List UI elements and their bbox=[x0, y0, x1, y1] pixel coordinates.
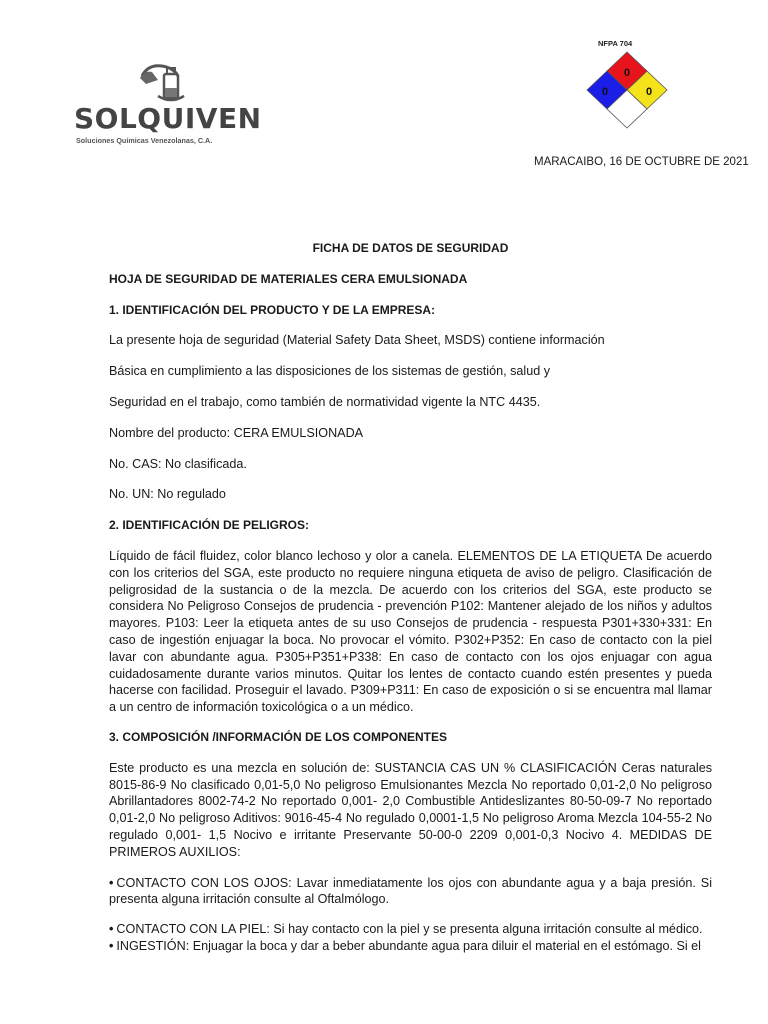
section-2-heading: 2. IDENTIFICACIÓN DE PELIGROS: bbox=[109, 518, 310, 533]
section-2-text: Líquido de fácil fluidez, color blanco lechoso y olor a canela. ELEMENTOS DE LA ETIQUETA De acuerdo con los criterios del SGA, este producto no requiere ninguna etiqueta de aviso de peligro. Clasificación de peligrosidad de la sustancia o de la mezcla. De acuerdo con los criterios del SGA, este producto se considera No Peligroso Consejos de prudencia - prevención P102: Mantener alejado de los niños y adultos mayores. P103: Leer la etiqueta antes de su uso Consejos de prudencia - respuesta P301+330+331: En caso de ingestión enjuagar la boca. No provocar el vómito. P302+P352: En caso de contacto con la piel lavar con abundante agua. P305+P351+P338: En caso de contacto con los ojos enjuagar con agua cuidadosamente durante varios minutos. Quitar los lentes de contacto cuando estén presentes y pueda hacerse con facilidad. Proseguir el lavado. P309+P311: En caso de exposición o si se encuentra mal llamar a un centro de información toxicológica o a un médico. bbox=[109, 548, 712, 715]
nfpa-health-value: 0 bbox=[601, 86, 609, 98]
section-3-heading: 3. COMPOSICIÓN /INFORMACIÓN DE LOS COMPONENTES bbox=[109, 729, 448, 744]
document-title: FICHA DE DATOS DE SEGURIDAD bbox=[312, 241, 509, 255]
cas-number: No. CAS: No clasificada. bbox=[109, 456, 247, 471]
chemist-hand-icon bbox=[134, 60, 194, 108]
nfpa-label: NFPA 704 bbox=[598, 39, 633, 48]
nfpa-reactivity-value: 0 bbox=[645, 86, 653, 98]
section-1-heading: 1. IDENTIFICACIÓN DEL PRODUCTO Y DE LA EMPRESA: bbox=[109, 302, 436, 317]
nfpa-diamond bbox=[584, 50, 670, 130]
section-1-line-3: Seguridad en el trabajo, como también de normatividad vigente la NTC 4435. bbox=[109, 394, 541, 409]
company-logo bbox=[74, 60, 264, 146]
document-subtitle: HOJA DE SEGURIDAD DE MATERIALES CERA EMULSIONADA bbox=[109, 271, 468, 286]
product-name: Nombre del producto: CERA EMULSIONADA bbox=[109, 425, 364, 440]
section-3-text: Este producto es una mezcla en solución de: SUSTANCIA CAS UN % CLASIFICACIÓN Ceras naturales 8015-86-9 No clasificado 0,01-5,0 No peligroso Emulsionantes Mezcla No reportado 0,01-2,0 No peligroso Abrillantadores 8002-74-2 No reportado 0,001- 2,0 Combustible Antideslizantes 80-50-09-7 No reportado 0,01-2,0 No peligroso Aditivos: 9016-45-4 No regulado 0,0001-1,5 No peligroso Aroma Mezcla 104-55-2 No regulado 0,001- 1,5 Nocivo e irritante Preservante 50-00-0 2209 0,001-0,3 Nocivo 4. MEDIDAS DE PRIMEROS AUXILIOS: bbox=[109, 760, 712, 859]
section-1-line-2: Básica en cumplimiento a las disposiciones de los sistemas de gestión, salud y bbox=[109, 364, 551, 379]
document-body bbox=[109, 240, 712, 955]
un-number: No. UN: No regulado bbox=[109, 487, 226, 502]
section-1-line-1: La presente hoja de seguridad (Material Safety Data Sheet, MSDS) contiene información bbox=[109, 333, 605, 348]
nfpa-flammability-value: 0 bbox=[623, 67, 631, 79]
document-date: MARACAIBO, 16 DE OCTUBRE DE 2021 bbox=[534, 156, 749, 168]
first-aid-skin: • CONTACTO CON LA PIEL: Si hay contacto con la piel y se presenta alguna irritación consulte al médico. bbox=[109, 921, 712, 938]
logo-tagline: Soluciones Químicas Venezolanas, C.A. bbox=[76, 136, 213, 145]
logo-wordmark: SOLQUIVEN bbox=[74, 102, 262, 135]
first-aid-ingestion: • INGESTIÓN: Enjuagar la boca y dar a beber abundante agua para diluir el material en el estómago. Si el bbox=[109, 938, 712, 955]
first-aid-eyes: • CONTACTO CON LOS OJOS: Lavar inmediatamente los ojos con abundante agua y a baja presión. Si presenta alguna irritación consulte al Oftalmólogo. bbox=[109, 875, 712, 909]
